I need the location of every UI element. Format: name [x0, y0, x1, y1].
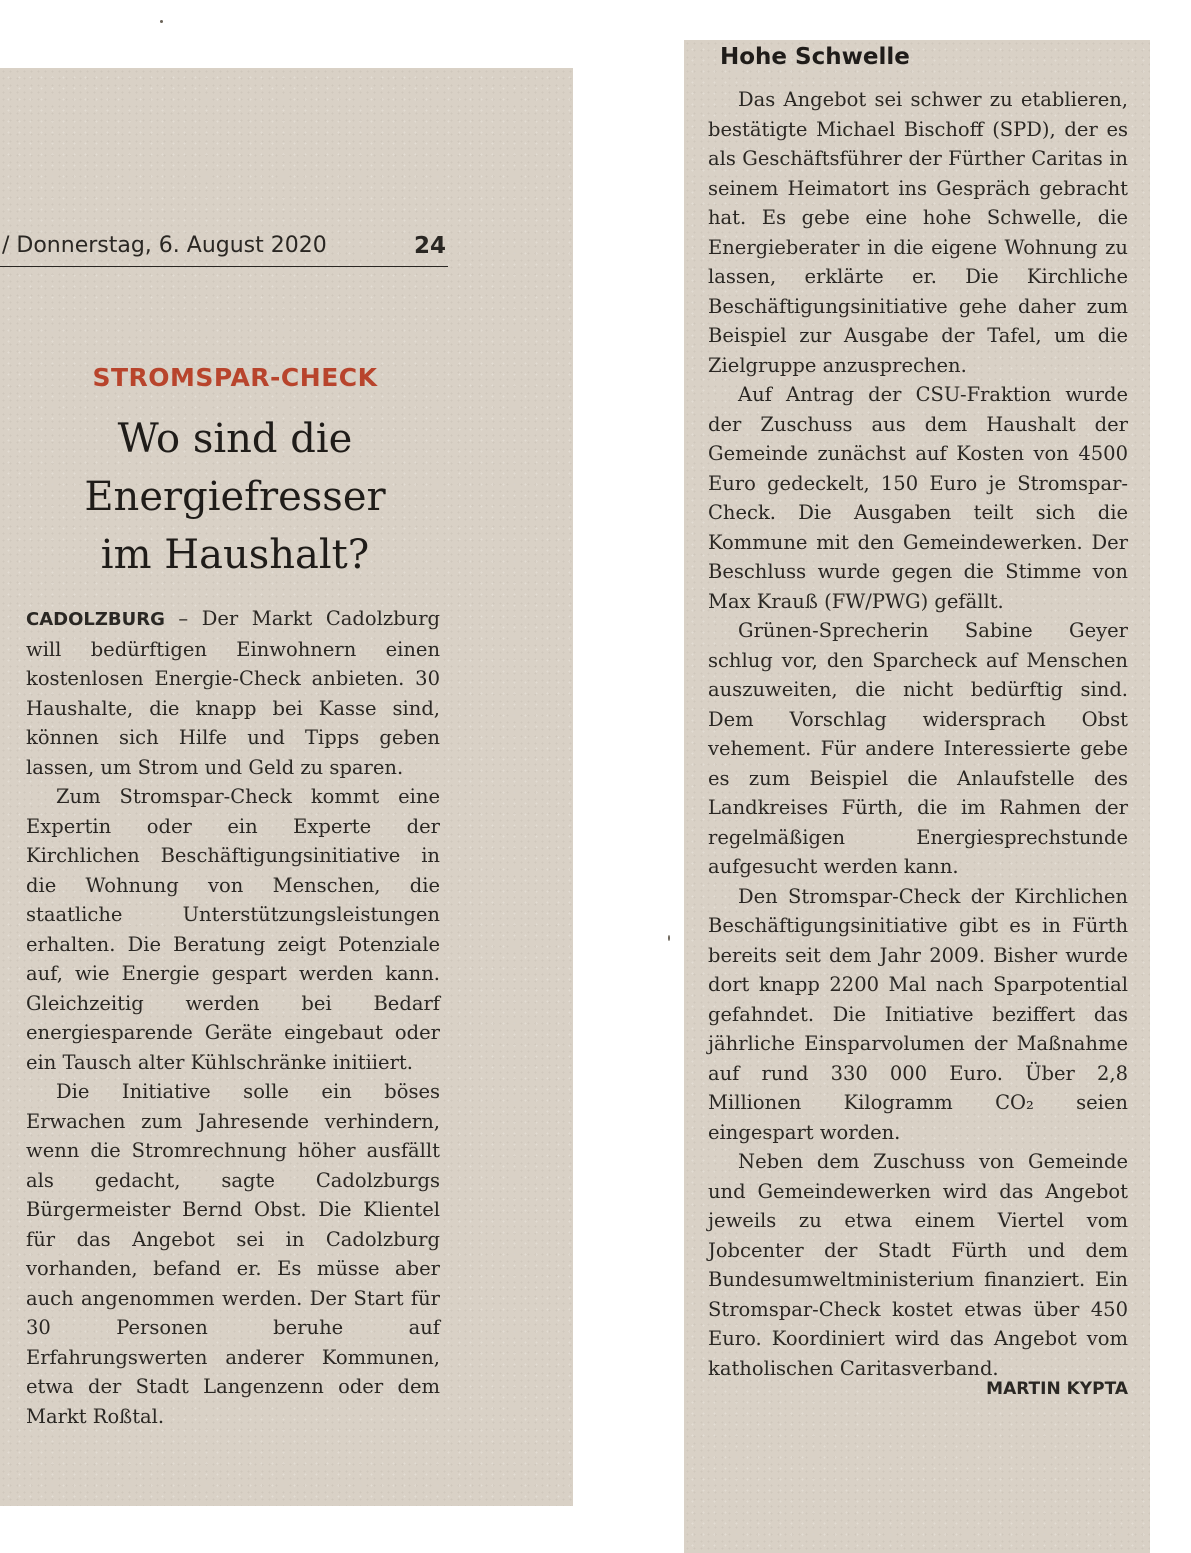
body-paragraph: Den Stromspar-Check der Kirchlichen Beschäftigungsinitiative gibt es in Fürth bereits seit dem Jahr 2009. Bisher wurde dort knapp 2200 Mal nach Sparpotential gefahndet. Die Initiative beziffert das jährliche Einsparvolumen der Maßnahme auf rund 330 000 Euro. Über 2,8 Millionen Kilogramm CO₂ seien eingespart worden. — [708, 884, 1128, 1144]
dateline-bar — [0, 228, 448, 267]
section-subhead: Hohe Schwelle — [720, 44, 910, 70]
page-number: 24 — [413, 233, 446, 259]
article-kicker: STROMSPAR-CHECK — [92, 363, 378, 392]
scan-speck — [668, 935, 670, 941]
headline-line: im Haushalt? — [100, 532, 370, 578]
article-headline — [0, 410, 470, 584]
publication-date: / Donnerstag, 6. August 2020 — [2, 233, 327, 258]
author-byline: MARTIN KYPTA — [986, 1379, 1128, 1399]
body-paragraph — [708, 1147, 1128, 1383]
closing-text: Neben dem Zuschuss von Gemeinde und Gemeindewerken wird das Angebot jeweils zu etwa einem Viertel vom Jobcenter der Stadt Fürth und dem Bundesumweltministerium finanziert. Ein Stromspar-Check kostet etwas über 450 Euro. Koordiniert wird das Angebot vom katholischen Caritasverband. — [708, 1150, 1128, 1380]
article-column-right — [708, 85, 1128, 1399]
body-paragraph: Auf Antrag der CSU-Fraktion wurde der Zuschuss aus dem Haushalt der Gemeinde zunächst auf Kosten von 4500 Euro gedeckelt, 150 Euro je Stromspar-Check. Die Ausgaben teilt sich die Kommune mit den Gemeindewerken. Der Beschluss wurde gegen die Stimme von Max Krauß (FW/PWG) gefällt. — [708, 383, 1128, 613]
body-paragraph — [26, 604, 440, 782]
headline-line: Wo sind die — [117, 416, 353, 462]
body-paragraph: Zum Stromspar-Check kommt eine Expertin oder ein Experte der Kirchlichen Beschäftigungsinitiative in die Wohnung von Menschen, die staatliche Unterstützungsleistungen erhalten. Die Beratung zeigt Potenziale auf, wie Energie gespart werden kann. Gleichzeitig werden bei Bedarf energiesparende Geräte eingebaut oder ein Tausch alter Kühlschränke initiiert. — [26, 785, 440, 1074]
body-paragraph: Grünen-Sprecherin Sabine Geyer schlug vor, den Sparcheck auf Menschen auszuweiten, die nicht bedürftig sind. Dem Vorschlag widersprach Obst vehement. Für andere Interessierte gebe es zum Beispiel die Anlaufstelle des Landkreises Fürth, die im Rahmen der regelmäßigen Energiesprechstunde aufgesucht werden kann. — [708, 619, 1128, 878]
right-newspaper-clipping — [684, 40, 1150, 1553]
article-column-left — [26, 604, 440, 1431]
headline-line: Energiefresser — [84, 474, 386, 520]
body-paragraph: Das Angebot sei schwer zu etablieren, bestätigte Michael Bischoff (SPD), der es als Geschäftsführer der Fürther Caritas in seinem Heimatort ins Gespräch gebracht hat. Es gebe eine hohe Schwelle, die Energieberater in die eigene Wohnung zu lassen, erklärte er. Die Kirchliche Beschäftigungsinitiative gehe daher zum Beispiel zur Ausgabe der Tafel, um die Zielgruppe anzusprechen. — [708, 88, 1128, 377]
scan-speck — [160, 20, 163, 23]
body-paragraph: Die Initiative solle ein böses Erwachen zum Jahresende verhindern, wenn die Stromrechnung höher ausfällt als gedacht, sagte Cadolzburgs Bürgermeister Bernd Obst. Die Klientel für das Angebot sei in Cadolzburg vorhanden, befand er. Es müsse aber auch angenommen werden. Der Start für 30 Personen beruhe auf Erfahrungswerten anderer Kommunen, etwa der Stadt Langenzenn oder dem Markt Roßtal. — [26, 1080, 440, 1428]
lead-text: – Der Markt Cadolzburg will bedürftigen Einwohnern einen kostenlosen Energie-Check anbieten. 30 Haushalte, die knapp bei Kasse sind, können sich Hilfe und Tipps geben lassen, um Strom und Geld zu sparen. — [26, 607, 440, 779]
location-dateline: CADOLZBURG — [26, 609, 165, 630]
left-newspaper-clipping — [0, 68, 573, 1506]
